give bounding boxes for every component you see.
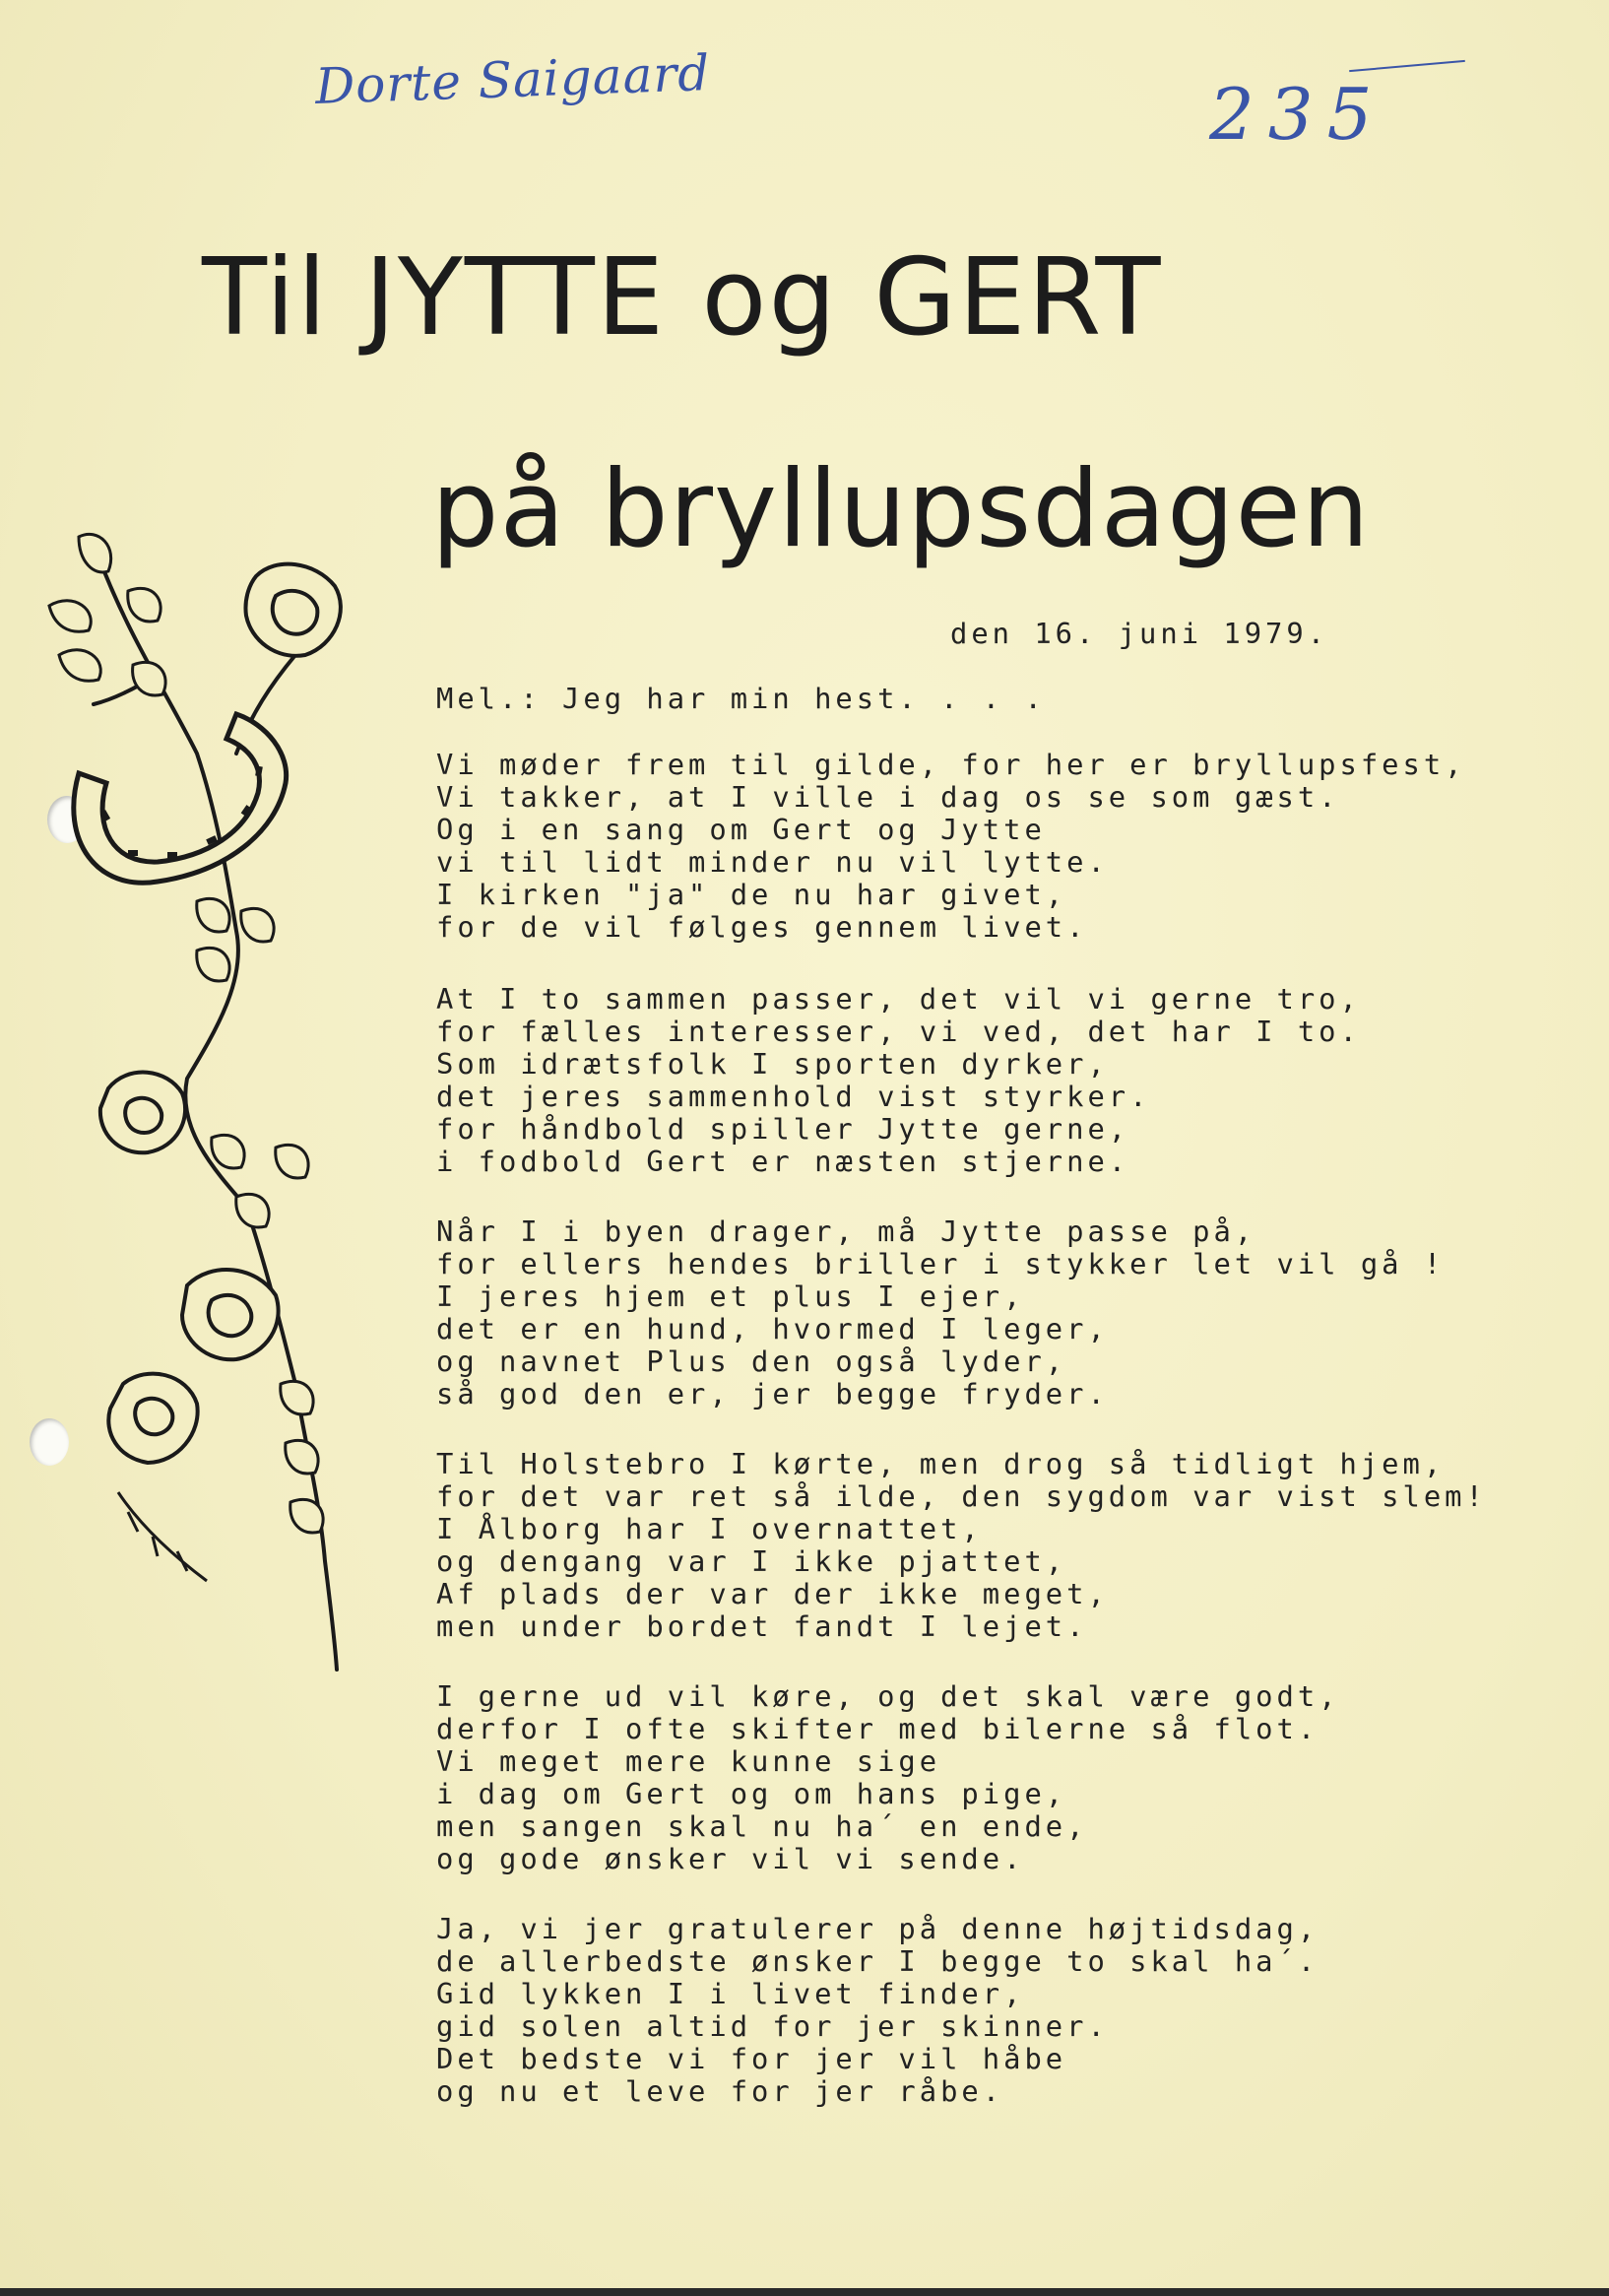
verse-line: I Ålborg har I overnattet, xyxy=(436,1512,983,1545)
title-line-2: på bryllupsdagen xyxy=(431,448,1371,571)
verse-line: så god den er, jer begge fryder. xyxy=(436,1377,1109,1410)
verse-line: Vi takker, at I ville i dag os se som gæst. xyxy=(436,780,1340,814)
verse-line: Gid lykken I i livet finder, xyxy=(436,1977,1025,2010)
page-bottom-edge xyxy=(0,2288,1609,2296)
verse-line: I kirken "ja" de nu har givet, xyxy=(436,878,1067,911)
verse-line: og dengang var I ikke pjattet, xyxy=(436,1544,1067,1578)
verse-line: Vi møder frem til gilde, for her er bryllupsfest, xyxy=(436,748,1466,781)
verse-line: og navnet Plus den også lyder, xyxy=(436,1345,1067,1378)
verse-line: Og i en sang om Gert og Jytte xyxy=(436,813,1046,846)
verse-line: Ja, vi jer gratulerer på denne højtidsdag, xyxy=(436,1912,1319,1945)
verse-line: Som idrætsfolk I sporten dyrker, xyxy=(436,1047,1109,1081)
verse-line: I jeres hjem et plus I ejer, xyxy=(436,1279,1025,1313)
handwritten-stroke xyxy=(1349,60,1465,72)
title-line-1: Til JYTTE og GERT xyxy=(202,236,1163,360)
stanza-3 xyxy=(436,1215,1445,1410)
verse-line: At I to sammen passer, det vil vi gerne tro, xyxy=(436,982,1361,1016)
verse-line: for de vil følges gennem livet. xyxy=(436,910,1088,944)
verse-line: Til Holstebro I kørte, men drog så tidligt hjem, xyxy=(436,1447,1446,1480)
verse-line: og gode ønsker vil vi sende. xyxy=(436,1842,1025,1875)
horseshoe-roses-icon xyxy=(39,517,364,1674)
song-date: den 16. juni 1979. xyxy=(950,617,1329,650)
verse-line: for det var ret så ilde, den sygdom var vist slem! xyxy=(436,1479,1487,1513)
verse-line: for håndbold spiller Jytte gerne, xyxy=(436,1112,1130,1146)
verse-line: men sangen skal nu ha´ en ende, xyxy=(436,1809,1088,1843)
verse-line: de allerbedste ønsker I begge to skal ha´. xyxy=(436,1944,1319,1978)
verse-line: Vi meget mere kunne sige xyxy=(436,1744,941,1778)
verse-line: det er en hund, hvormed I leger, xyxy=(436,1312,1109,1345)
handwritten-name: Dorte Saigaard xyxy=(314,44,712,115)
verse-line: i dag om Gert og om hans pige, xyxy=(436,1777,1067,1810)
verse-line: i fodbold Gert er næsten stjerne. xyxy=(436,1145,1130,1178)
verse-line: for ellers hendes briller i stykker let vil gå ! xyxy=(436,1247,1446,1280)
stanza-2 xyxy=(436,983,1361,1178)
verse-line: Når I i byen drager, må Jytte passe på, xyxy=(436,1214,1256,1248)
stanza-4 xyxy=(436,1448,1487,1643)
melody-line: Mel.: Jeg har min hest. . . . xyxy=(436,682,1046,715)
verse-line: I gerne ud vil køre, og det skal være godt, xyxy=(436,1679,1340,1713)
verse-line: for fælles interesser, vi ved, det har I to. xyxy=(436,1015,1361,1048)
verse-line: gid solen altid for jer skinner. xyxy=(436,2009,1109,2043)
verse-line: og nu et leve for jer råbe. xyxy=(436,2074,1004,2108)
verse-line: Af plads der var der ikke meget, xyxy=(436,1577,1109,1610)
stanza-5 xyxy=(436,1680,1340,1875)
stanza-1 xyxy=(436,749,1466,944)
handwritten-number: 235 xyxy=(1209,73,1386,156)
verse-line: det jeres sammenhold vist styrker. xyxy=(436,1080,1151,1113)
verse-line: Det bedste vi for jer vil håbe xyxy=(436,2042,1067,2075)
verse-line: derfor I ofte skifter med bilerne så flot. xyxy=(436,1712,1319,1745)
stanza-6 xyxy=(436,1913,1319,2108)
verse-line: men under bordet fandt I lejet. xyxy=(436,1609,1088,1643)
verse-line: vi til lidt minder nu vil lytte. xyxy=(436,845,1109,879)
